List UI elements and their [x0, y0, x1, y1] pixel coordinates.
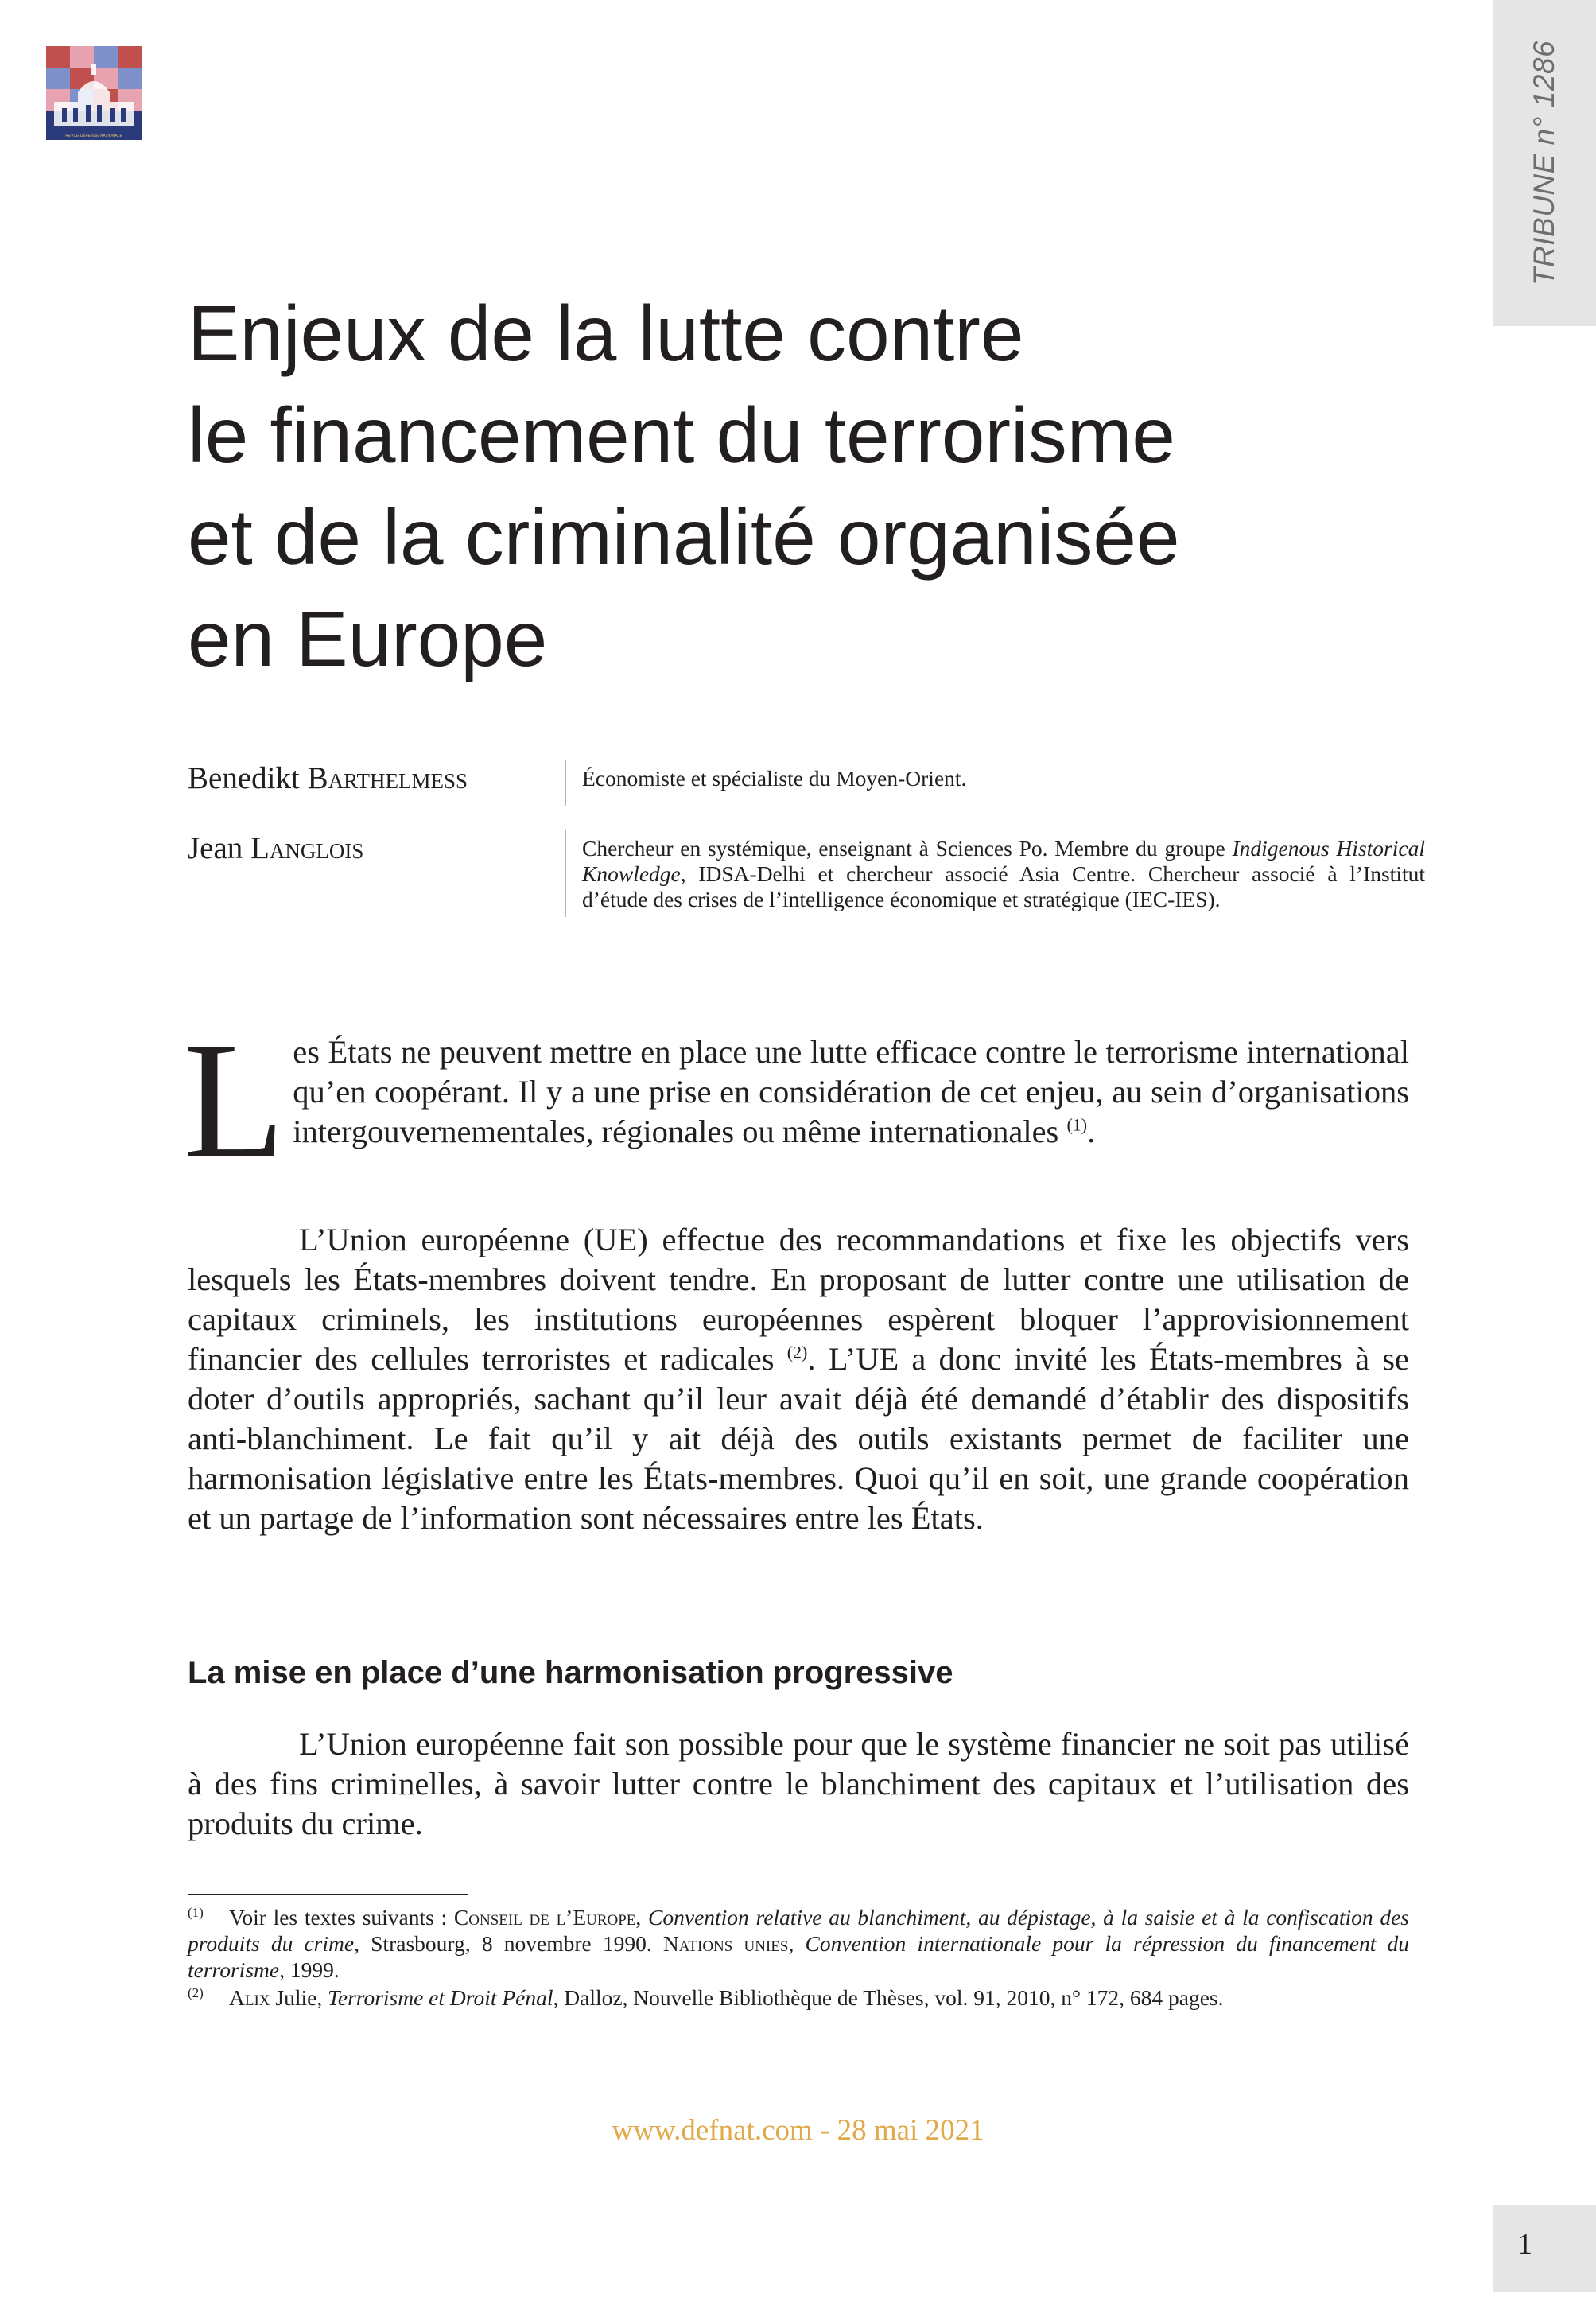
- title-line: en Europe: [188, 595, 548, 682]
- footnote-text: , 1999.: [279, 1957, 340, 1982]
- footnote-ref[interactable]: (2): [786, 1342, 808, 1362]
- footnote-text: ,: [635, 1905, 649, 1930]
- body-paragraph: [188, 1724, 1409, 1844]
- page-number-tab: [1493, 2205, 1596, 2292]
- footnote-text: , Strasbourg, 8 novembre 1990.: [354, 1931, 663, 1956]
- tribune-number-label: TRIBUNE n° 1286: [1528, 40, 1560, 286]
- section-heading: La mise en place d’une harmonisation progressive: [188, 1655, 953, 1690]
- drop-cap: L: [183, 1009, 285, 1193]
- defnat-logo: [46, 46, 142, 140]
- page-number: 1: [1517, 2228, 1532, 2261]
- les-invalides-logo-icon: [46, 46, 142, 132]
- title-line: et de la criminalité organisée: [188, 493, 1180, 581]
- author-last-name: Langlois: [250, 831, 364, 865]
- paragraph-text: . L’UE a donc invité les États-membres à se doter d’outils appropriés, sachant qu’il leur avait déjà été demandé d’établir des dispositifs anti-blanchiment. Le fait qu’il y ait déjà des outils existants permet de faciliter une harmonisation législative entre les États-membres. Quoi qu’il en soit, une grande coopération et un partage de l’information sont nécessaires entre les États.: [188, 1341, 1409, 1536]
- author-bio-text: , IDSA-Delhi et chercheur associé Asia Centre. Chercheur associé à l’Institut d’étude des crises de l’intelligence économique et stratégique (IEC-IES).: [582, 861, 1425, 911]
- footnote-work-title: Convention internationale pour la répression du financement du terrorisme: [188, 1931, 1410, 1982]
- author-bio: [565, 760, 1425, 806]
- author-bio-italic: Indigenous Historical Knowledge: [582, 836, 1425, 886]
- footnote-text: , Dalloz, Nouvelle Bibliothèque de Thèses, vol. 91, 2010, n° 172, 684 pages.: [553, 1985, 1224, 2010]
- footnote: (1) Voir les textes suivants : Conseil de l’Europe, Convention relative au blanchiment, au dépistage, à la saisie et à la confiscation des produits du crime, Strasbourg, 8 novembre 1990. Nations unies, Convention internationale pour la répression du financement du terrorisme, 1999.: [188, 1904, 1410, 1982]
- footnotes: [188, 1904, 1409, 2012]
- author-first-name: Jean: [188, 831, 243, 865]
- author-bio-text: Chercheur en systémique, enseignant à Sciences Po. Membre du groupe: [582, 836, 1233, 861]
- title-line: le financement du terrorisme: [188, 391, 1175, 479]
- side-tab: [1493, 0, 1596, 326]
- logo-strip-text: REVUE DÉFENSE NATIONALE: [46, 132, 142, 140]
- footnote-author: Alix: [229, 1985, 270, 2010]
- footnote-work-title: Convention relative au blanchiment, au dépistage, à la saisie et à la confiscation des produits du crime: [188, 1905, 1409, 1956]
- footnote-author: Conseil de l’Europe: [453, 1905, 636, 1930]
- paragraph-text: .: [1087, 1114, 1096, 1149]
- footnote-ref[interactable]: (1): [1066, 1114, 1088, 1135]
- author-bio-text: Économiste et spécialiste du Moyen-Orient.: [582, 766, 967, 791]
- article-title: [188, 282, 1341, 690]
- body-paragraph: [183, 1009, 1409, 1193]
- footnote-text: Julie,: [270, 1985, 328, 2010]
- body-paragraph: [188, 1220, 1409, 1538]
- footnote-author: Nations unies: [662, 1931, 789, 1956]
- paragraph-text: L’Union européenne (UE) effectue des recommandations et fixe les objectifs vers lesquels les États-membres doivent tendre. En proposant de lutter contre une utilisation de capitaux criminels, les institutions européennes espèrent bloquer l’approvisionnement financier des cellules terroristes et radicales: [188, 1222, 1409, 1377]
- author-first-name: Benedikt: [188, 761, 300, 795]
- footer-url-date[interactable]: www.defnat.com - 28 mai 2021: [612, 2114, 984, 2147]
- footnote: (2) Alix Julie, Terrorisme et Droit Pénal, Dalloz, Nouvelle Bibliothèque de Thèses, vol. 91, 2010, n° 172, 684 pages.: [188, 1984, 1224, 2010]
- author-name: [188, 760, 561, 798]
- footnote-divider: [188, 1894, 468, 1895]
- footnote-work-title: Terrorisme et Droit Pénal: [328, 1985, 553, 2010]
- footnote-text: ,: [788, 1931, 806, 1956]
- title-line: Enjeux de la lutte contre: [188, 290, 1024, 377]
- footnote-text: Voir les textes suivants :: [229, 1905, 454, 1930]
- paragraph-text: L’Union européenne fait son possible pour que le système financier ne soit pas utilisé à des fins criminelles, à savoir lutter contre le blanchiment des capitaux et l’utilisation des produits du crime.: [188, 1726, 1409, 1841]
- paragraph-text: es États ne peuvent mettre en place une lutte efficace contre le terrorisme international qu’en coopérant. Il y a une prise en considération de cet enjeu, au sein d’organisations intergouvernementales, régionales ou même internationales: [293, 1034, 1409, 1149]
- author-name: [188, 830, 561, 868]
- author-bio: [565, 830, 1425, 917]
- author-last-name: Barthelmess: [307, 761, 468, 795]
